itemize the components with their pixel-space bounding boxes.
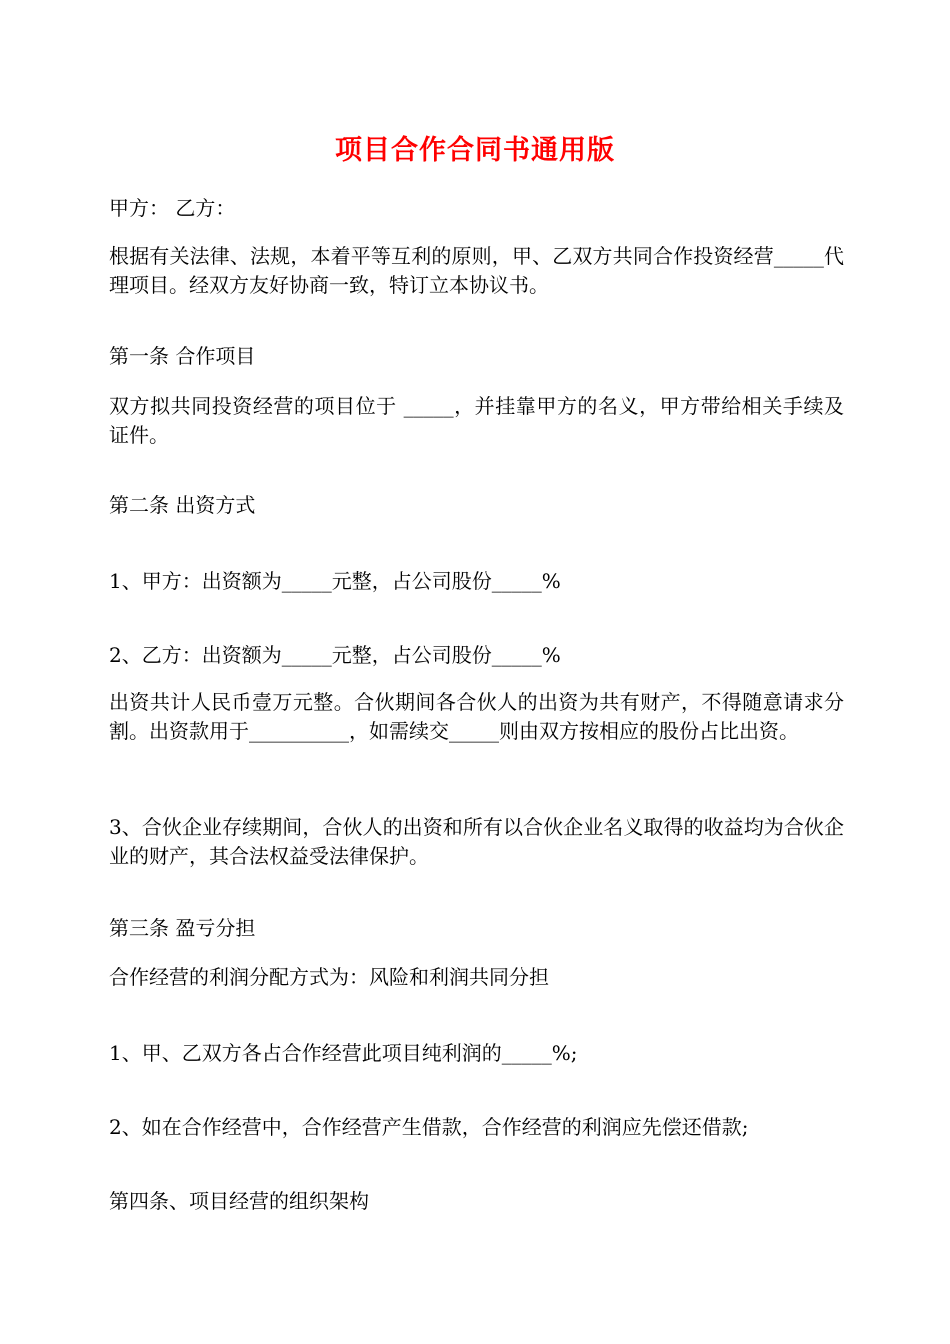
- parties-line: 甲方： 乙方：: [109, 196, 236, 220]
- article-3-heading: 第三条 盈亏分担: [109, 916, 256, 940]
- preamble-paragraph: 根据有关法律、法规，本着平等互利的原则，甲、乙双方共同合作投资经营_____代理项目。经双方友好协商一致，特订立本协议书。: [109, 244, 844, 297]
- article-4-heading: 第四条、项目经营的组织架构: [109, 1189, 369, 1213]
- article-3-item-2: 2、如在合作经营中，合作经营产生借款，合作经营的利润应先偿还借款;: [109, 1115, 749, 1139]
- article-3-item-1: 1、甲、乙双方各占合作经营此项目纯利润的_____%;: [109, 1041, 578, 1065]
- article-2-heading: 第二条 出资方式: [109, 493, 256, 517]
- article-2-body: 出资共计人民币壹万元整。合伙期间各合伙人的出资为共有财产，不得随意请求分割。出资款用于__________，如需续交_____则由双方按相应的股份占比出资。: [109, 690, 844, 743]
- article-3-body: 合作经营的利润分配方式为：风险和利润共同分担: [109, 965, 549, 989]
- article-2-item-2: 2、乙方：出资额为_____元整，占公司股份_____%: [109, 643, 561, 667]
- article-2-item-3: 3、合伙企业存续期间，合伙人的出资和所有以合伙企业名义取得的收益均为合伙企业的财产，其合法权益受法律保护。: [109, 815, 844, 868]
- document-title: 项目合作合同书通用版: [335, 135, 615, 166]
- article-1-body: 双方拟共同投资经营的项目位于 _____，并挂靠甲方的名义，甲方带给相关手续及证件。: [109, 394, 844, 447]
- article-2-item-1: 1、甲方：出资额为_____元整，占公司股份_____%: [109, 569, 561, 593]
- article-1-heading: 第一条 合作项目: [109, 344, 256, 368]
